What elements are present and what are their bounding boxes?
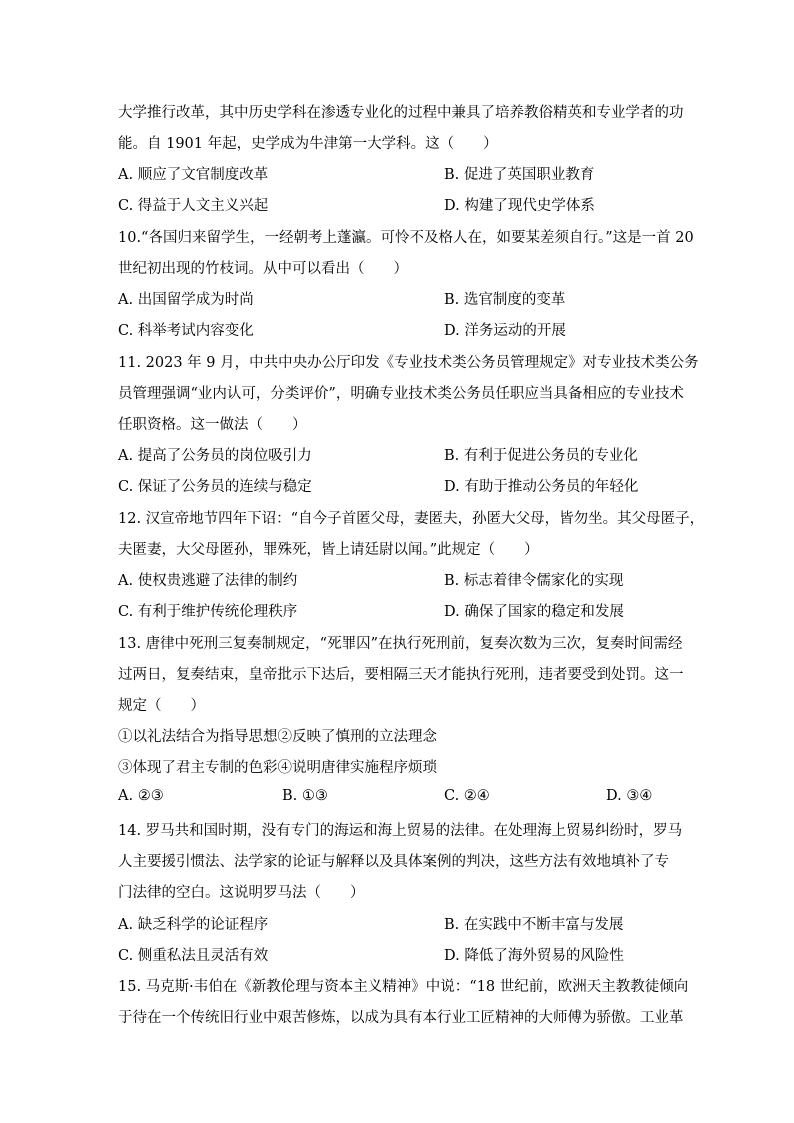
q9-line-2: 能。自 1901 年起，史学成为牛津第一大学科。这（ ） [118,136,498,152]
q13-option-a: A. ②③ [118,788,164,804]
q13-statement-1-2: ①以礼法结合为指导思想②反映了慎刑的立法理念 [118,729,437,745]
q15-line-1: 15. 马克斯·韦伯在《新教伦理与资本主义精神》中说：“18 世纪前，欧洲天主教教徒倾向 [118,979,689,995]
q9-option-d: D. 构建了现代史学体系 [444,198,595,214]
q11-line-2: 员管理强调“业内认可，分类评价”，明确专业技术类公务员任职应当具备相应的专业技术 [118,386,684,402]
q10-line-2: 世纪初出现的竹枝词。从中可以看出（ ） [118,261,408,277]
q13-line-1: 13. 唐律中死刑三复奏制规定，“死罪囚”在执行死刑前，复奏次数为三次，复奏时间需经 [118,636,683,652]
q11-option-c: C. 保证了公务员的连续与稳定 [118,479,312,495]
q12-line-2: 夫匿妻，大父母匿孙，罪殊死，皆上请廷尉以闻。”此规定（ ） [118,542,539,558]
q11-line-1: 11. 2023 年 9 月，中共中央办公厅印发《专业技术类公务员管理规定》对专业技术类公务 [118,355,699,371]
q11-option-b: B. 有利于促进公务员的专业化 [444,448,638,464]
q9-line-1: 大学推行改革，其中历史学科在渗透专业化的过程中兼具了培养教俗精英和专业学者的功 [118,105,684,121]
q13-option-d: D. ③④ [606,788,653,804]
q14-option-c: C. 侧重私法且灵活有效 [118,948,269,964]
q10-option-d: D. 洋务运动的开展 [444,323,566,339]
q9-option-c: C. 得益于人文主义兴起 [118,198,269,214]
q10-line-1: 10.“各国归来留学生，一经朝考上蓬瀛。可怜不及格人在，如要某差须自行。”这是一首 20 [118,230,694,246]
q14-line-2: 人主要援引惯法、法学家的论证与解释以及具体案例的判决，这些方法有效地填补了专 [118,854,669,870]
q14-option-a: A. 缺乏科学的论证程序 [118,917,269,933]
q14-option-d: D. 降低了海外贸易的风险性 [444,948,624,964]
q12-option-d: D. 确保了国家的稳定和发展 [444,604,624,620]
q11-option-a: A. 提高了公务员的岗位吸引力 [118,448,312,464]
q9-option-a: A. 顺应了文官制度改革 [118,167,269,183]
q13-statement-3-4: ③体现了君主专制的色彩④说明唐律实施程序烦琐 [118,760,437,776]
q14-line-3: 门法律的空白。这说明罗马法（ ） [118,885,365,901]
q14-option-b: B. 在实践中不断丰富与发展 [444,917,624,933]
q10-option-c: C. 科举考试内容变化 [118,323,254,339]
q14-line-1: 14. 罗马共和国时期，没有专门的海运和海上贸易的法律。在处理海上贸易纠纷时，罗马 [118,823,683,839]
q10-option-b: B. 选官制度的变革 [444,292,566,308]
q13-line-2: 过两日，复奏结束，皇帝批示下达后，要相隔三天才能执行死刑，违者要受到处罚。这一 [118,667,684,683]
q13-line-3: 规定（ ） [118,698,205,714]
q10-option-a: A. 出国留学成为时尚 [118,292,254,308]
q15-line-2: 于待在一个传统旧行业中艰苦修炼，以成为具有本行业工匠精神的大师傅为骄傲。工业革 [118,1010,684,1026]
q13-option-b: B. ①③ [282,788,328,804]
q12-line-1: 12. 汉宣帝地节四年下诏：“自今子首匿父母，妻匿夫，孙匿大父母，皆勿坐。其父母匿子， [118,511,705,527]
q12-option-b: B. 标志着律令儒家化的实现 [444,573,624,589]
q11-option-d: D. 有助于推动公务员的年轻化 [444,479,639,495]
q9-option-b: B. 促进了英国职业教育 [444,167,595,183]
q12-option-c: C. 有利于维护传统伦理秩序 [118,604,298,620]
q13-option-c: C. ②④ [444,788,490,804]
q12-option-a: A. 使权贵逃避了法律的制约 [118,573,298,589]
q11-line-3: 任职资格。这一做法（ ） [118,417,307,433]
